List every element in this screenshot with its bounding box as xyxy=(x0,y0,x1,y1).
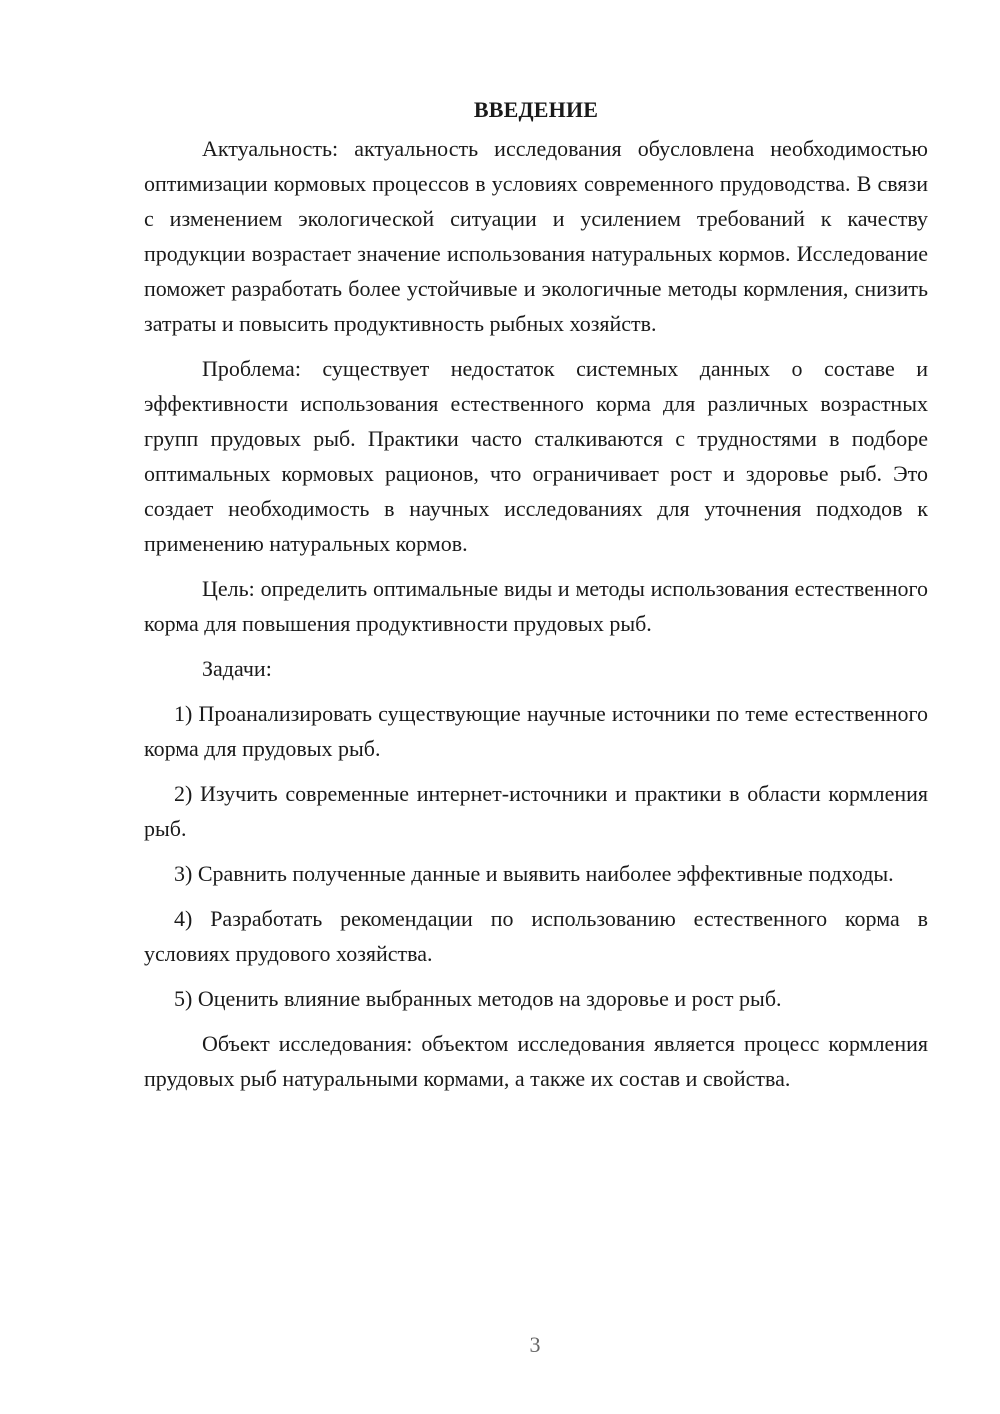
task-item: 3) Сравнить полученные данные и выявить наиболее эффективные подходы. xyxy=(174,861,894,886)
object-paragraph: Объект исследования: объектом исследования является процесс кормления прудовых рыб натуральными кормами, а также их состав и свойства. xyxy=(144,1031,928,1091)
document-page xyxy=(144,92,928,1106)
task-item: 1) Проанализировать существующие научные источники по теме естественного корма для прудовых рыб. xyxy=(144,701,928,761)
task-item: 2) Изучить современные интернет-источники и практики в области кормления рыб. xyxy=(144,781,928,841)
page-number: 3 xyxy=(529,1332,541,1357)
document-heading: ВВЕДЕНИЕ xyxy=(473,97,599,122)
goal-paragraph: Цель: определить оптимальные виды и методы использования естественного корма для повышения продуктивности прудовых рыб. xyxy=(144,576,928,636)
problem-paragraph: Проблема: существует недостаток системных данных о составе и эффективности использования естественного корма для различных возрастных групп прудовых рыб. Практики часто сталкиваются с трудностями в подборе оптимальных кормовых рационов, что ограничивает рост и здоровье рыб. Это создает необходимость в научных исследованиях для уточнения подходов к применению натуральных кормов. xyxy=(144,356,928,556)
task-item: 5) Оценить влияние выбранных методов на здоровье и рост рыб. xyxy=(174,986,782,1011)
tasks-title: Задачи: xyxy=(202,656,272,681)
task-item: 4) Разработать рекомендации по использованию естественного корма в условиях прудового хозяйства. xyxy=(144,906,928,966)
relevance-paragraph: Актуальность: актуальность исследования обусловлена необходимостью оптимизации кормовых процессов в условиях современного прудоводства. В связи с изменением экологической ситуации и усилением требований к качеству продукции возрастает значение использования натуральных кормов. Исследование поможет разработать более устойчивые и экологичные методы кормления, снизить затраты и повысить продуктивность рыбных хозяйств. xyxy=(144,136,928,336)
